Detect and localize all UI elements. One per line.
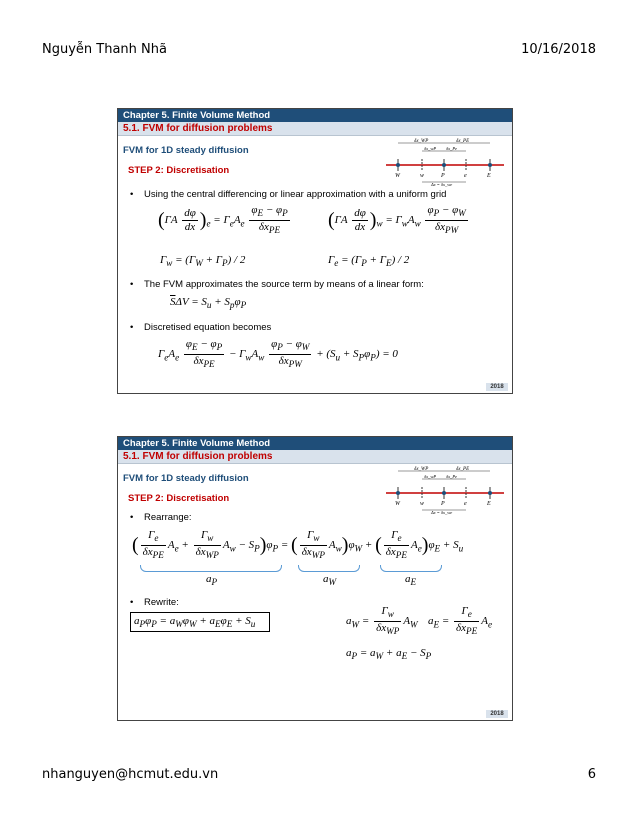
brace-aW [298, 565, 360, 572]
svg-text:δx_wP: δx_wP [424, 474, 437, 479]
label-aW: $a_W$ [323, 573, 337, 588]
svg-text:e: e [464, 501, 467, 507]
page-header-author: Nguyễn Thanh Nhã [42, 42, 167, 57]
grid-diagram [384, 137, 506, 187]
label-aP: $a_P$ [206, 573, 218, 588]
svg-text:δx_wP: δx_wP [424, 146, 437, 151]
eq-rewrite: $a_P\varphi_P = a_W\varphi_W + a_E\varphi_E + S_u$ [134, 615, 256, 630]
brace-aP [140, 565, 282, 572]
bullet-central-differencing: • Using the central differencing or linear approximation with a uniform grid [130, 189, 447, 200]
bullet-source-term: • The FVM approximates the source term by means of a linear form: [130, 279, 424, 290]
svg-text:E: E [487, 501, 491, 507]
slide-year: 2018 [486, 383, 508, 391]
bullet-discretised: • Discretised equation becomes [130, 322, 272, 333]
bullet-rewrite: • Rewrite: [130, 597, 179, 608]
eq-source-linear: $\overline{S}\Delta V = S_u + S_p\varphi_P$ [170, 296, 247, 311]
grid-diagram [384, 465, 506, 515]
step-title: STEP 2: Discretisation [128, 165, 230, 176]
slide-1 [117, 108, 513, 394]
svg-text:δx_PE: δx_PE [456, 139, 470, 144]
slide-2 [117, 436, 513, 721]
page-number: 6 [587, 767, 596, 782]
svg-text:w: w [420, 501, 425, 507]
svg-text:δx_Pe: δx_Pe [446, 146, 458, 151]
eq-gamma-e: $\Gamma_e = (\Gamma_P + \Gamma_E) / 2$ [328, 254, 410, 269]
eq-discretised: $\Gamma_eA_e$ $\frac{\varphi_E - \varphi_P}{\delta x_{PE}}$ − $\Gamma_wA_w$ $\frac{\varphi_P - \varphi_W}{\delta x_{PW}}$ + $(S_u + S_P\varphi_P) = 0$ [158, 338, 398, 370]
svg-text:δx_PE: δx_PE [456, 467, 470, 472]
svg-text:P: P [441, 173, 445, 179]
eq-rearranged: ( $\frac{\Gamma_e}{\delta x_{PE}}$ $A_e$ + $\frac{\Gamma_w}{\delta x_{WP}}$ $A_w - S_P)\varphi_P$ = ( $\frac{\Gamma_w}{\delta x_{WP}}$ $A_w)\varphi_W$ + ( $\frac{\Gamma_e}{\delta x_{PE}}$ $A_e)\varphi_E + S_u$ [132, 529, 464, 561]
slide-subtitle: FVM for 1D steady diffusion [123, 145, 249, 156]
eq-flux-east: (ΓA $\frac{d\varphi}{dx}$ )$_e = \Gamma_eA_e$ $\frac{\varphi_E - \varphi_P}{\delta x_{PE}}$ [158, 204, 288, 236]
eq-flux-west: (ΓA $\frac{d\varphi}{dx}$ )$_w = \Gamma_wA_w$ $\frac{\varphi_P - \varphi_W}{\delta x_{PW}}$ [328, 204, 466, 236]
chapter-title: Chapter 5. Finite Volume Method [118, 437, 512, 450]
svg-text:δx_WP: δx_WP [414, 139, 429, 144]
svg-text:Δx = δx_we: Δx = δx_we [431, 182, 453, 187]
page-footer-email: nhanguyen@hcmut.edu.vn [42, 767, 219, 782]
slide-subtitle: FVM for 1D steady diffusion [123, 473, 249, 484]
eq-aW: $a_W$ = $\frac{\Gamma_w}{\delta x_{WP}}$ $A_W$ [346, 605, 418, 637]
brace-aE [380, 565, 442, 572]
label-aE: $a_E$ [405, 573, 417, 588]
section-title: 5.1. FVM for diffusion problems [118, 122, 512, 136]
svg-text:W: W [395, 173, 400, 179]
eq-gamma-w: $\Gamma_w = (\Gamma_W + \Gamma_P) / 2$ [160, 254, 246, 269]
svg-text:e: e [464, 173, 467, 179]
svg-text:δx_Pe: δx_Pe [446, 474, 458, 479]
svg-text:E: E [487, 173, 491, 179]
eq-aP: $a_P = a_W + a_E - S_P$ [346, 647, 432, 662]
bullet-rearrange: • Rearrange: [130, 512, 192, 523]
svg-text:W: W [395, 501, 400, 507]
slide-year: 2018 [486, 710, 508, 718]
chapter-title: Chapter 5. Finite Volume Method [118, 109, 512, 122]
svg-text:Δx = δx_we: Δx = δx_we [431, 510, 453, 515]
section-title: 5.1. FVM for diffusion problems [118, 450, 512, 464]
page-header-date: 10/16/2018 [521, 42, 596, 57]
eq-aE: $a_E$ = $\frac{\Gamma_e}{\delta x_{PE}}$ $A_e$ [428, 605, 493, 637]
svg-text:δx_WP: δx_WP [414, 467, 429, 472]
step-title: STEP 2: Discretisation [128, 493, 230, 504]
svg-text:P: P [441, 501, 445, 507]
svg-text:w: w [420, 173, 425, 179]
